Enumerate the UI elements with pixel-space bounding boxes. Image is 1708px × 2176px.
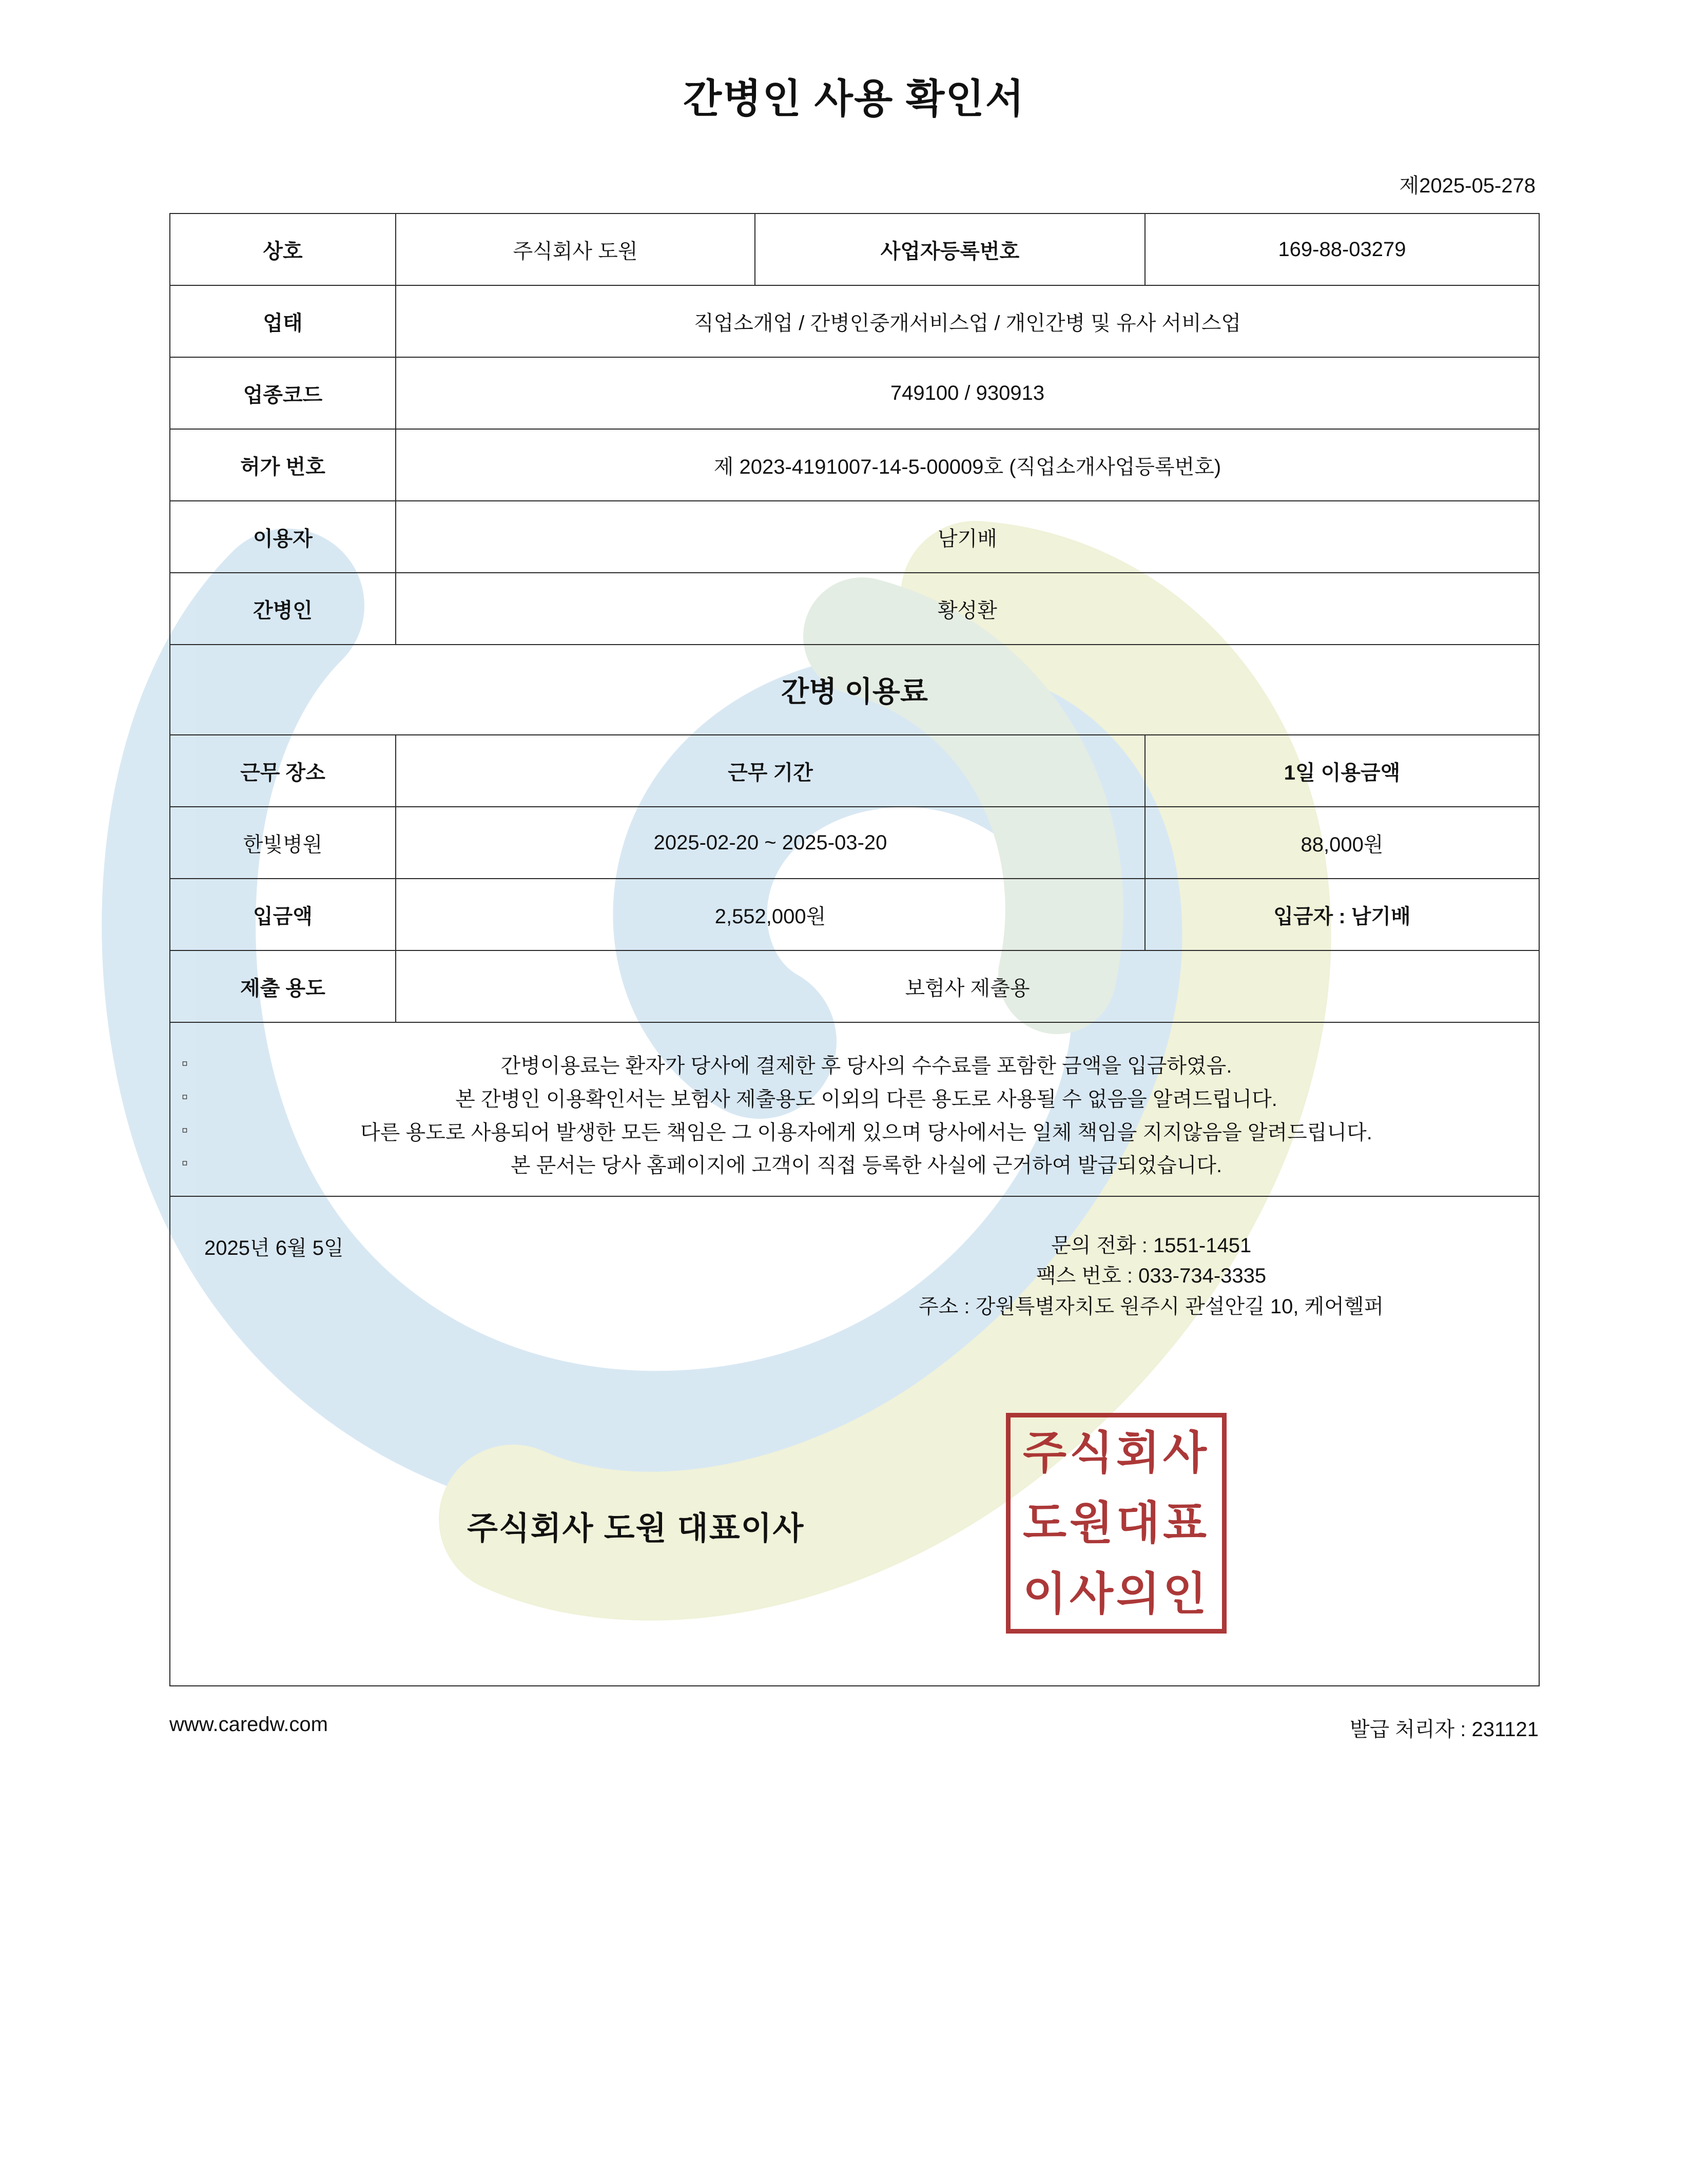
industry-code-label: 업종코드 [170, 357, 396, 429]
user-label: 이용자 [170, 501, 396, 573]
note-item: ▫ 본 문서는 당사 홈페이지에 고객이 직접 등록한 사실에 근거하여 발급되었습니다. [180, 1149, 1529, 1182]
website-url[interactable]: www.caredw.com [169, 1713, 328, 1736]
footer-cell [170, 1196, 1539, 1686]
user-value: 남기배 [396, 501, 1539, 573]
company-seal-stamp [1006, 1413, 1227, 1634]
table-row [170, 213, 1539, 285]
fee-data-row [170, 807, 1539, 879]
page-title: 간병인 사용 확인서 [683, 76, 1025, 121]
fee-header-row [170, 735, 1539, 807]
contact-phone: 문의 전화 : 1551-1451 [1051, 1234, 1252, 1257]
contact-address: 주소 : 강원특별자치도 원주시 관설안길 10, 케어헬퍼 [919, 1295, 1384, 1318]
caregiver-label: 간병인 [170, 573, 396, 645]
fee-section-title-row [170, 645, 1539, 735]
business-number-value: 169-88-03279 [1145, 213, 1539, 285]
company-name-label: 상호 [170, 213, 396, 285]
stamp-line-3: 이사의인 [1022, 1568, 1210, 1619]
purpose-value: 보험사 제출용 [396, 950, 1539, 1022]
table-row [170, 429, 1539, 501]
certificate-table [169, 213, 1540, 1686]
table-row [170, 501, 1539, 573]
notes-list [180, 1036, 1529, 1182]
page-footer-bar [169, 1686, 1539, 1742]
license-number-value: 제 2023-4191007-14-5-00009호 (직업소개사업등록번호) [396, 429, 1539, 501]
work-place-header: 근무 장소 [170, 735, 396, 807]
stamp-line-1: 주식회사 [1022, 1427, 1210, 1478]
issue-processor: 발급 처리자 : 231121 [1349, 1718, 1539, 1741]
table-row [170, 573, 1539, 645]
industry-code-value: 749100 / 930913 [396, 357, 1539, 429]
signature-line: 주식회사 도원 대표이사 [467, 1511, 805, 1547]
caregiver-value: 황성환 [396, 573, 1539, 645]
depositor-value: 입금자 : 남기배 [1145, 879, 1539, 950]
deposit-amount: 2,552,000원 [396, 879, 1145, 950]
footer-row [170, 1196, 1539, 1686]
deposit-row [170, 879, 1539, 950]
daily-amount-header: 1일 이용금액 [1145, 735, 1539, 807]
issue-date: 2025년 6월 5일 [204, 1237, 344, 1260]
company-name-value: 주식회사 도원 [396, 213, 755, 285]
license-number-label: 허가 번호 [170, 429, 396, 501]
purpose-label: 제출 용도 [170, 950, 396, 1022]
business-type-label: 업태 [170, 285, 396, 357]
table-row [170, 285, 1539, 357]
document-number: 제2025-05-278 [1399, 174, 1536, 197]
daily-amount-value: 88,000원 [1145, 807, 1539, 879]
contact-fax: 팩스 번호 : 033-734-3335 [1036, 1265, 1267, 1288]
work-period-value: 2025-02-20 ~ 2025-03-20 [396, 807, 1145, 879]
note-item: ▫ 본 간병인 이용확인서는 보험사 제출용도 이외의 다른 용도로 사용될 수 없음을 알려드립니다. [180, 1083, 1529, 1116]
purpose-row [170, 950, 1539, 1022]
work-place-value: 한빛병원 [170, 807, 396, 879]
fee-section-title: 간병 이용료 [170, 645, 1539, 735]
deposit-label: 입금액 [170, 879, 396, 950]
stamp-line-2: 도원대표 [1022, 1498, 1210, 1549]
notes-row [170, 1022, 1539, 1196]
contact-block [919, 1231, 1384, 1322]
note-item: ▫ 다른 용도로 사용되어 발생한 모든 책임은 그 이용자에게 있으며 당사에서는 일체 책임을 지지않음을 알려드립니다. [180, 1116, 1529, 1150]
work-period-header: 근무 기간 [396, 735, 1145, 807]
business-number-label: 사업자등록번호 [755, 213, 1145, 285]
note-item: ▫ 간병이용료는 환자가 당사에 결제한 후 당사의 수수료를 포함한 금액을 입금하였음. [180, 1050, 1529, 1083]
business-type-value: 직업소개업 / 간병인중개서비스업 / 개인간병 및 유사 서비스업 [396, 285, 1539, 357]
notes-cell [170, 1022, 1539, 1196]
table-row [170, 357, 1539, 429]
